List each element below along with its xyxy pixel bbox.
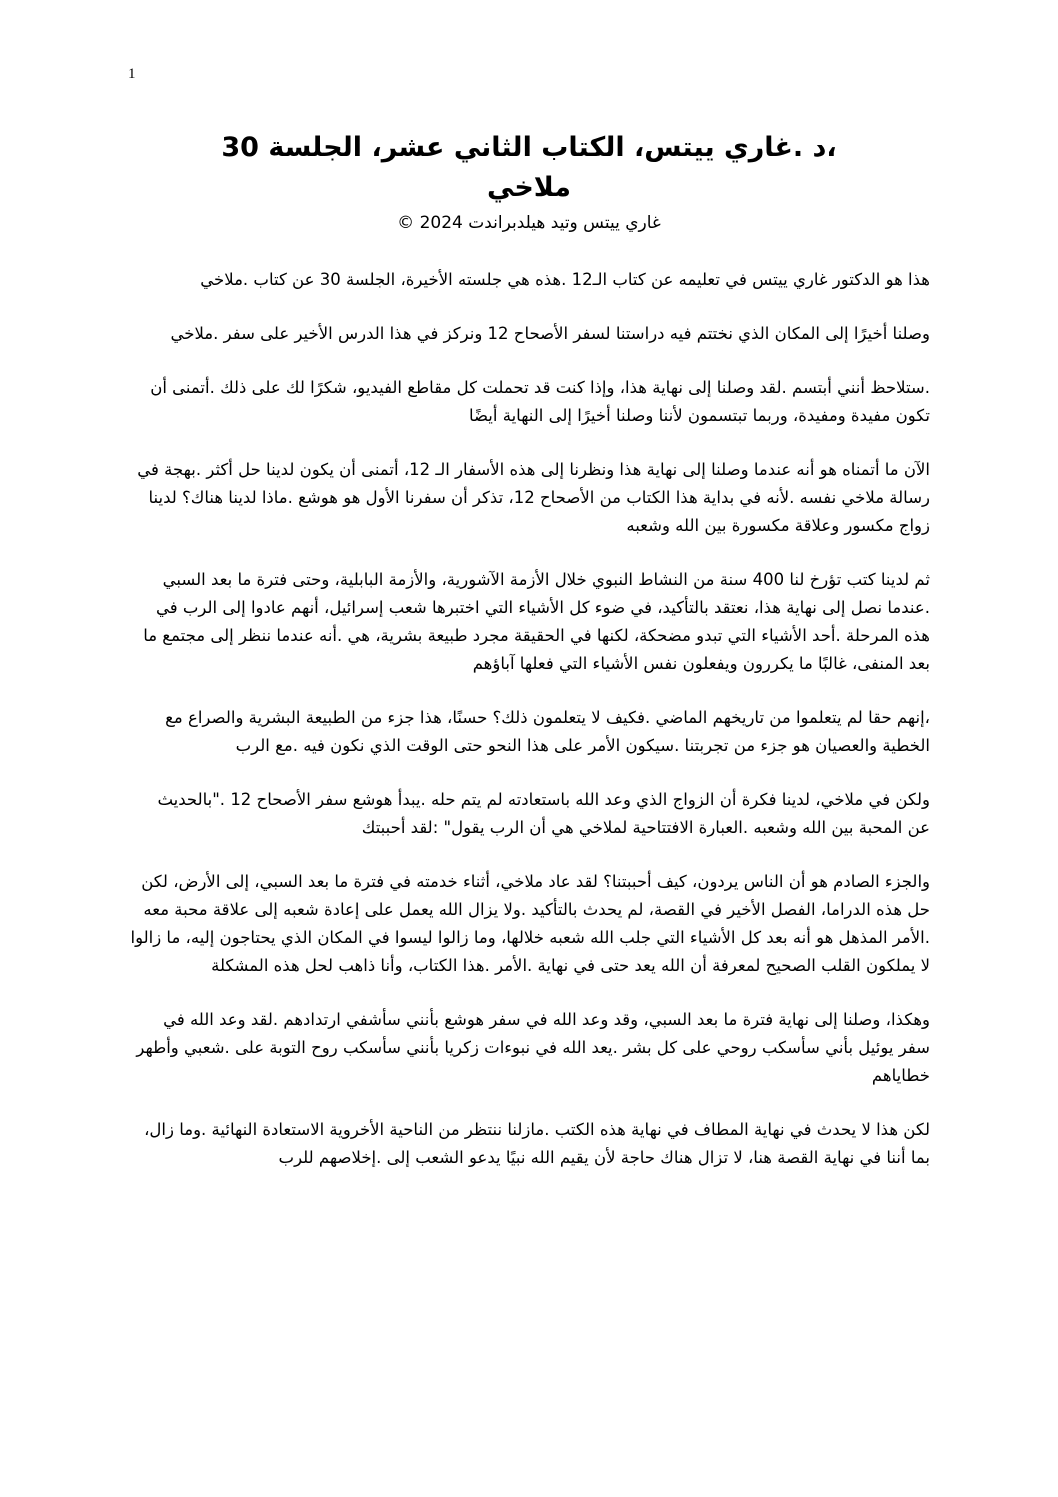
paragraph-4: الآن ما أتمناه هو أنه عندما وصلنا إلى نهاية هذا ونظرنا إلى هذه الأسفار الـ 12، أتمنى أن يكون لدينا حل أكثر .بهجة في رسالة ملاخي نفسه .لأنه في بداية هذا الكتاب من الأصحاح 12، تذكر أن سفرنا الأول هو هوشع .ماذا لدينا هناك؟ لدينا زواج مكسور وعلاقة مكسورة بين الله وشعبه <box>137 460 930 535</box>
paragraph-10: لكن هذا لا يحدث في نهاية المطاف في نهاية هذه الكتب .مازلنا ننتظر من الناحية الأخروية الاستعادة النهائية .وما زال، بما أننا في نهاية القصة هنا، لا تزال هناك حاجة لأن يقيم الله نبيًا يدعو الشعب إلى .إخلاصهم للرب <box>144 1120 930 1167</box>
paragraph-3: .ستلاحظ أنني أبتسم .لقد وصلنا إلى نهاية هذا، وإذا كنت قد تحملت كل مقاطع الفيديو، شكرًا لك على ذلك .أتمنى أن تكون مفيدة ومفيدة، وربما تبتسمون لأننا وصلنا أخيرًا إلى النهاية أيضًا <box>150 378 930 425</box>
document-header <box>130 128 928 236</box>
paragraph-5: ثم لدينا كتب تؤرخ لنا 400 سنة من النشاط النبوي خلال الأزمة الآشورية، والأزمة البابلية، وحتى فترة ما بعد السبي .عندما نصل إلى نهاية هذا، نعتقد بالتأكيد، في ضوء كل الأشياء التي اختبرها شعب إسرائيل، أنهم عادوا إلى الرب في هذه المرحلة .أحد الأشياء التي تبدو مضحكة، لكنها في الحقيقة مجرد طبيعة بشرية، هي .أنه عندما ننظر إلى مجتمع ما بعد المنفى، غالبًا ما يكررون ويفعلون نفس الأشياء التي فعلها آباؤهم <box>143 570 930 673</box>
document-body <box>130 266 930 1198</box>
paragraph-2: وصلنا أخيرًا إلى المكان الذي نختتم فيه دراستنا لسفر الأصحاح 12 ونركز في هذا الدرس الأخير على سفر .ملاخي <box>170 324 930 343</box>
paragraph-9: وهكذا، وصلنا إلى نهاية فترة ما بعد السبي، وقد وعد الله في سفر هوشع بأنني سأشفي ارتدادهم .لقد وعد الله في سفر يوئيل بأني سأسكب روحي على كل بشر .يعد الله في نبوءات زكريا بأنني سأسكب روح التوبة على .شعبي وأطهر خطاياهم <box>136 1010 930 1085</box>
document-title <box>130 128 928 208</box>
page-number: 1 <box>128 66 136 82</box>
title-line-2: ملاخي <box>487 172 571 203</box>
title-line-1: ،د .غاري ييتس، الكتاب الثاني عشر، الجلسة 30 <box>221 132 837 163</box>
copyright-line: غاري ييتس وتيد هيلدبراندت 2024 © <box>397 213 661 233</box>
paragraph-1: هذا هو الدكتور غاري ييتس في تعليمه عن كتاب الـ12 .هذه هي جلسته الأخيرة، الجلسة 30 عن كتاب .ملاخي <box>200 270 930 289</box>
paragraph-6: ،إنهم حقا لم يتعلموا من تاريخهم الماضي .فكيف لا يتعلمون ذلك؟ حسنًا، هذا جزء من الطبيعة البشرية والصراع مع الخطية والعصيان هو جزء من تجربتنا .سيكون الأمر على هذا النحو حتى الوقت الذي نكون فيه .مع الرب <box>165 708 930 755</box>
paragraph-8: والجزء الصادم هو أن الناس يردون، كيف أحببتنا؟ لقد عاد ملاخي، أثناء خدمته في فترة ما بعد السبي، إلى الأرض، لكن حل هذه الدراما، الفصل الأخير في القصة، لم يحدث بالتأكيد .ولا يزال الله يعمل على إعادة شعبه إلى علاقة محبة معه .الأمر المذهل هو أنه بعد كل الأشياء التي جلب الله شعبه خلالها، وما زالوا ليسوا في المكان الذي يحتاجون إليه، ما زالوا لا يملكون القلب الصحيح لمعرفة أن الله يعد حتى في نهاية .الأمر .هذا الكتاب، وأنا ذاهب لحل هذه المشكلة <box>130 872 930 975</box>
paragraph-7: ولكن في ملاخي، لدينا فكرة أن الزواج الذي وعد الله باستعادته لم يتم حله .يبدأ هوشع سفر الأصحاح 12 ."بالحديث عن المحبة بين الله وشعبه .العبارة الافتتاحية لملاخي هي أن الرب يقول" :لقد أحببتك <box>157 790 930 837</box>
